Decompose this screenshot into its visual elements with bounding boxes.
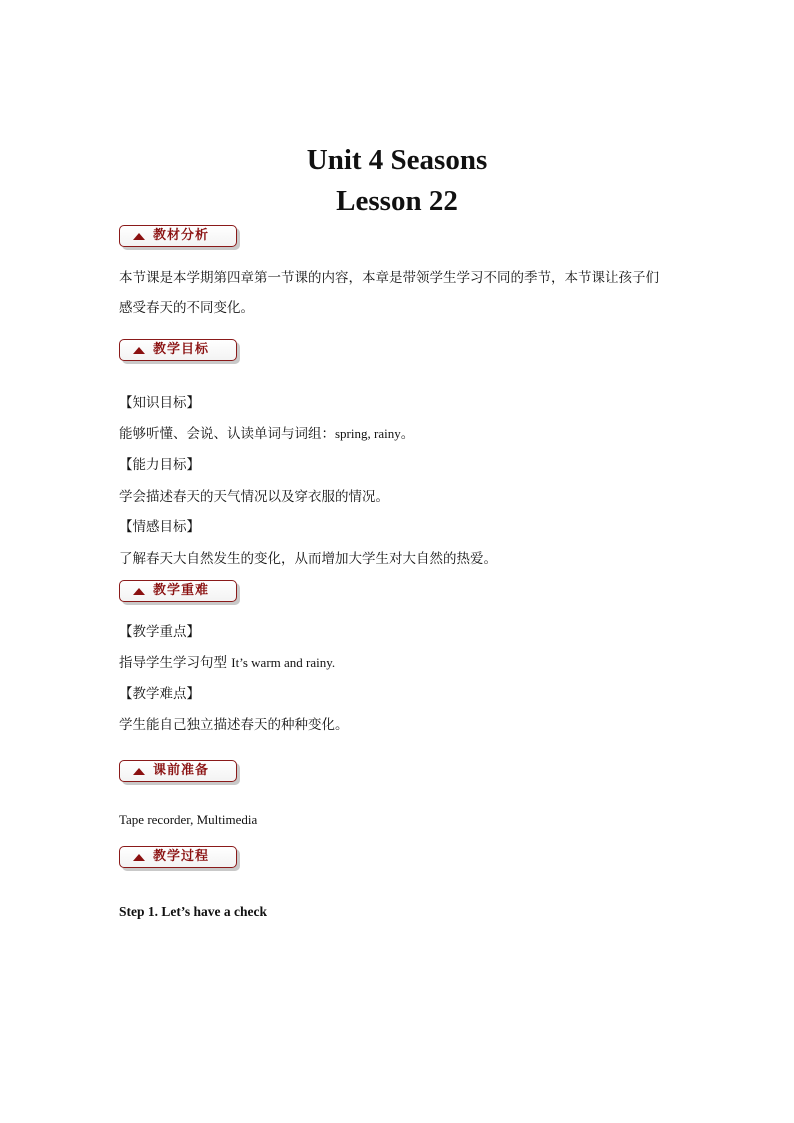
section-header-label: 教材分析 (153, 228, 210, 243)
section-header-analysis (119, 225, 237, 247)
section-header-label: 课前准备 (153, 763, 210, 778)
difficulty-text: 学生能自己独立描述春天的种种变化。 (119, 717, 349, 733)
focus-label: 【教学重点】 (119, 624, 200, 640)
title-line-1: Unit 4 Seasons (306, 144, 488, 176)
triangle-icon (133, 347, 145, 354)
section-header-label: 教学重难 (153, 583, 210, 598)
triangle-icon (133, 854, 145, 861)
difficulty-label: 【教学难点】 (119, 686, 200, 702)
step-1-heading: Step 1. Let’s have a check (119, 904, 267, 919)
knowledge-text-cn: 能够听懂、会说、认读单词与词组： (119, 426, 335, 442)
knowledge-label: 【知识目标】 (119, 395, 200, 411)
emotion-text: 了解春天大自然发生的变化，从而增加大学生对大自然的热爱。 (119, 551, 497, 567)
triangle-icon (133, 233, 145, 240)
analysis-paragraph (119, 263, 689, 323)
ability-text: 学会描述春天的天气情况以及穿衣服的情况。 (119, 489, 389, 505)
section-header-process (119, 846, 237, 868)
triangle-icon (133, 768, 145, 775)
focus-text (119, 654, 335, 672)
ability-label: 【能力目标】 (119, 457, 200, 473)
focus-text-en: It’s warm and rainy. (231, 655, 336, 670)
focus-text-cn: 指导学生学习句型 (119, 655, 232, 671)
emotion-label: 【情感目标】 (119, 519, 200, 535)
analysis-text-line-1: 本节课是本学期第四章第一节课的内容，本章是带领学生学习不同的季节，本节课让孩子们 (119, 270, 659, 286)
triangle-icon (133, 588, 145, 595)
preparation-text: Tape recorder, Multimedia (119, 812, 258, 827)
knowledge-text (119, 425, 414, 443)
title-line-2: Lesson 22 (336, 185, 458, 217)
knowledge-text-en: spring, rainy (335, 426, 401, 441)
section-header-key-points (119, 580, 237, 602)
analysis-text-line-2: 感受春天的不同变化。 (119, 300, 254, 316)
section-header-label: 教学目标 (153, 342, 210, 357)
section-header-preparation (119, 760, 237, 782)
section-header-objectives (119, 339, 237, 361)
knowledge-text-end: 。 (400, 426, 415, 442)
section-header-label: 教学过程 (153, 849, 210, 864)
